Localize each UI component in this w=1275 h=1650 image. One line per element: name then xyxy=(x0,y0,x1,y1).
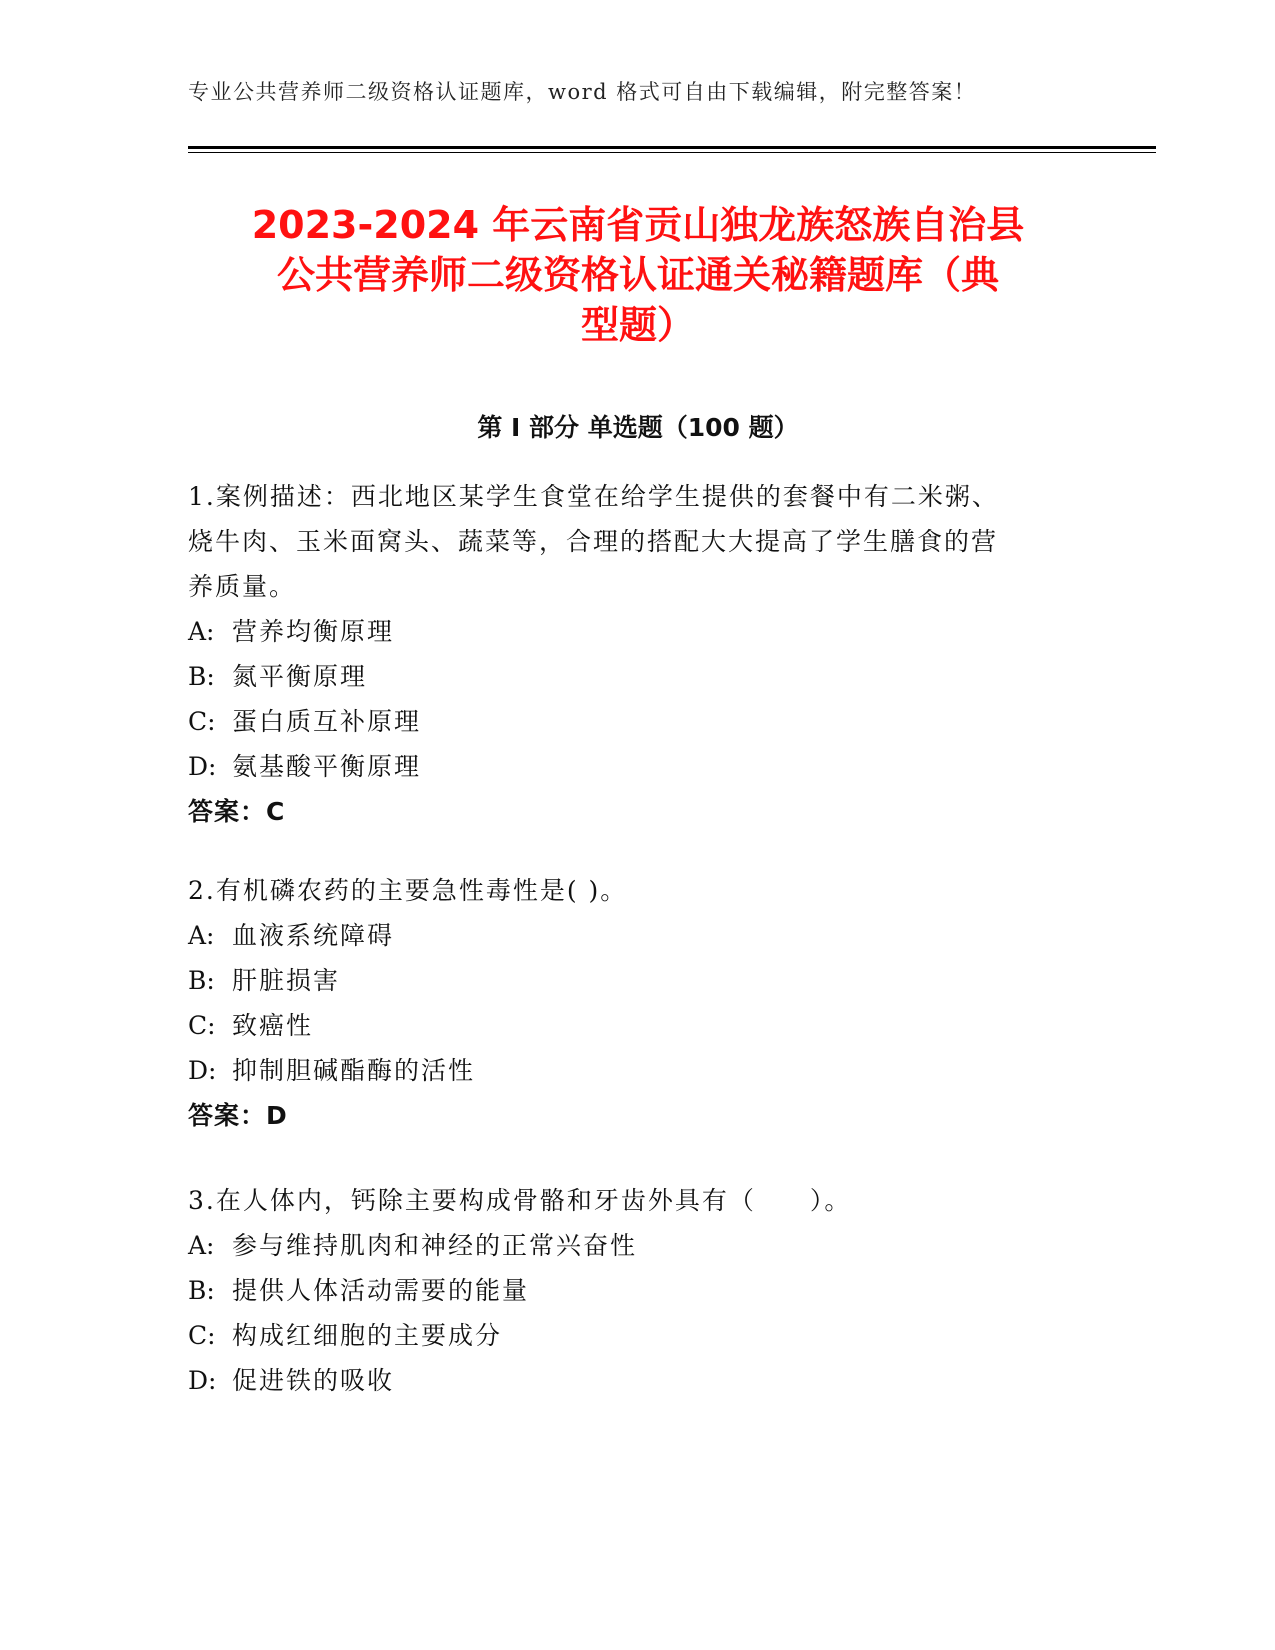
title-line: 型题） xyxy=(580,303,695,347)
question-2 xyxy=(188,868,1068,1138)
question-stem-line: 养质量。 xyxy=(188,572,297,601)
option-letter: A: xyxy=(188,1231,215,1260)
option-text: 氨基酸平衡原理 xyxy=(232,752,422,781)
option-a xyxy=(188,609,1068,654)
option-a xyxy=(188,913,1068,958)
answer-line: 答案：C xyxy=(188,797,286,826)
option-text: 提供人体活动需要的能量 xyxy=(232,1276,530,1305)
option-c xyxy=(188,1003,1068,1048)
option-b xyxy=(188,654,1068,699)
option-text: 抑制胆碱酯酶的活性 xyxy=(232,1056,476,1085)
option-text: 致癌性 xyxy=(232,1011,314,1040)
header-rule-thin xyxy=(188,152,1156,153)
option-letter: A: xyxy=(188,921,215,950)
title-line: 公共营养师二级资格认证通关秘籍题库（典 xyxy=(276,253,999,297)
option-text: 营养均衡原理 xyxy=(232,617,395,646)
option-c xyxy=(188,699,1068,744)
option-letter: D: xyxy=(188,1056,217,1085)
answer-line: 答案：D xyxy=(188,1101,288,1130)
option-letter: B: xyxy=(188,662,215,691)
option-letter: C: xyxy=(188,1011,216,1040)
question-3 xyxy=(188,1178,1068,1403)
question-stem-line: 2.有机磷农药的主要急性毒性是( )。 xyxy=(188,876,628,905)
option-text: 血液系统障碍 xyxy=(232,921,395,950)
option-c xyxy=(188,1313,1068,1358)
option-text: 构成红细胞的主要成分 xyxy=(232,1321,503,1350)
option-letter: A: xyxy=(188,617,215,646)
section-heading: 第 I 部分 单选题（100 题） xyxy=(477,413,799,442)
question-1 xyxy=(188,474,1068,834)
option-letter: B: xyxy=(188,1276,215,1305)
option-letter: D: xyxy=(188,752,217,781)
option-letter: C: xyxy=(188,1321,216,1350)
option-d xyxy=(188,1358,1068,1403)
option-text: 促进铁的吸收 xyxy=(232,1366,395,1395)
option-text: 氮平衡原理 xyxy=(232,662,368,691)
question-stem-line: 烧牛肉、玉米面窝头、蔬菜等，合理的搭配大大提高了学生膳食的营 xyxy=(188,527,999,556)
option-a xyxy=(188,1223,1068,1268)
option-letter: D: xyxy=(188,1366,217,1395)
header-rule-thick xyxy=(188,146,1156,149)
option-letter: C: xyxy=(188,707,216,736)
option-text: 参与维持肌肉和神经的正常兴奋性 xyxy=(232,1231,638,1260)
option-b xyxy=(188,958,1068,1003)
option-text: 肝脏损害 xyxy=(232,966,341,995)
title-line: 2023-2024 年云南省贡山独龙族怒族自治县 xyxy=(251,203,1025,247)
option-b xyxy=(188,1268,1068,1313)
question-stem-line: 3.在人体内，钙除主要构成骨骼和牙齿外具有（ ）。 xyxy=(188,1186,852,1215)
option-d xyxy=(188,1048,1068,1093)
question-stem-line: 1.案例描述：西北地区某学生食堂在给学生提供的套餐中有二米粥、 xyxy=(188,482,999,511)
header-note: 专业公共营养师二级资格认证题库，word 格式可自由下载编辑，附完整答案！ xyxy=(188,80,977,104)
document-title xyxy=(188,200,1088,350)
option-d xyxy=(188,744,1068,789)
option-letter: B: xyxy=(188,966,215,995)
option-text: 蛋白质互补原理 xyxy=(232,707,422,736)
